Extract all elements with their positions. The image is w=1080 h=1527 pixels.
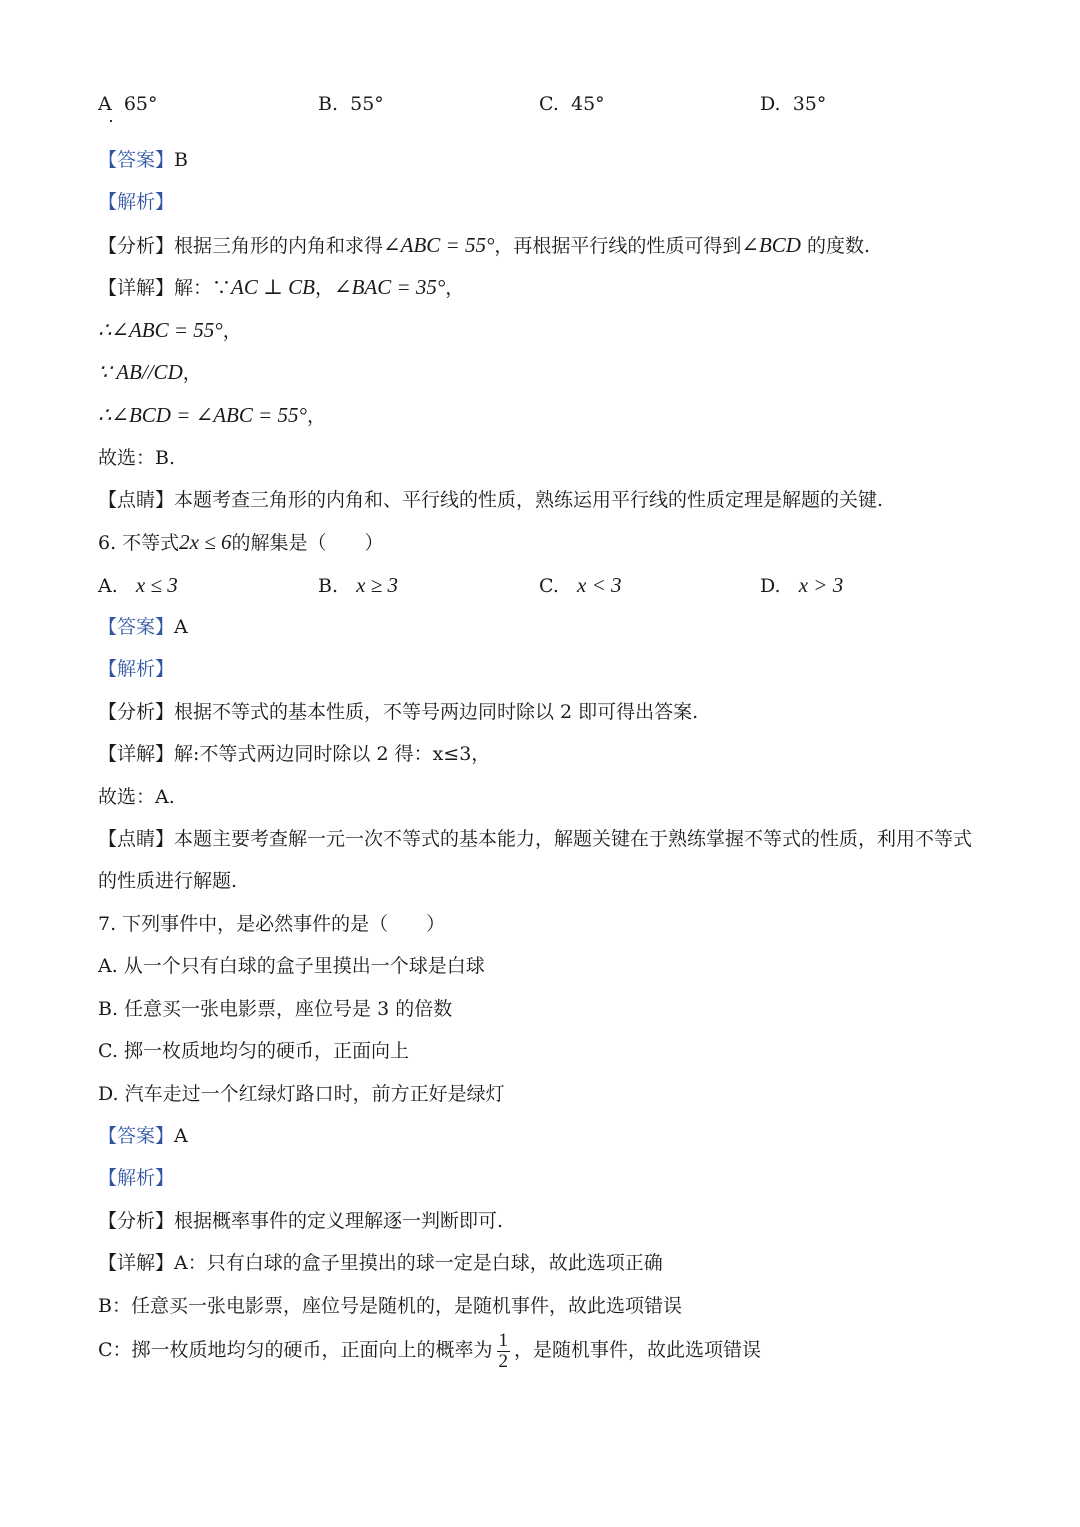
answer-value: A (174, 1125, 188, 1147)
xiangjie-text: ， (314, 277, 334, 299)
math-expr: AC ⊥ CB (231, 275, 315, 299)
q6-option-b (318, 573, 398, 598)
q6-answer (98, 615, 188, 639)
option-letter: D. (760, 93, 781, 115)
q5-step-3 (98, 403, 326, 428)
q5-analysis-tag: 【解析】 (98, 191, 175, 213)
fenxi-tag: 【分析】 (98, 701, 175, 723)
dianjing-tag: 【点睛】 (98, 489, 175, 511)
answer-value: B (174, 149, 188, 171)
q6-fenxi (98, 700, 698, 724)
option-letter: A. (98, 575, 118, 597)
xiangjie-text: A：只有白球的盒子里摸出的球一定是白球，故此选项正确 (174, 1252, 663, 1274)
q6-option-a (98, 573, 178, 598)
option-text: 65° (123, 93, 158, 115)
q7-analysis-tag: 【解析】 (98, 1167, 175, 1189)
option-letter: C. (539, 93, 559, 115)
q7-answer (98, 1124, 188, 1148)
math-expr: 2x ≤ 6 (179, 530, 232, 554)
answer-value: A (174, 616, 188, 638)
math-expr: ∴∠ABC = 55° (98, 318, 223, 342)
q6-stem (98, 530, 384, 555)
xiangjie-text: ，是随机事件，故此选项错误 (514, 1339, 762, 1361)
step-text: ， (222, 320, 242, 342)
q7-xiangjie-c (98, 1330, 761, 1372)
q5-choose: 故选：B. (98, 447, 176, 469)
q7-xiangjie (98, 1251, 663, 1275)
option-letter: B. (318, 93, 339, 115)
q6-option-c (539, 573, 622, 598)
q7-fenxi (98, 1209, 503, 1233)
q7-stem: 7. 下列事件中，是必然事件的是（ ） (98, 913, 446, 935)
option-text: x > 3 (798, 573, 844, 597)
option-letter: A (98, 93, 112, 115)
q6-xiangjie (98, 742, 490, 766)
q7-option-d: D. 汽车走过一个红绿灯路口时，前方正好是绿灯 (98, 1083, 505, 1105)
option-letter: B. (318, 575, 339, 597)
option-text: 55° (350, 93, 384, 115)
fraction (497, 1331, 511, 1372)
fenxi-text: 根据三角形的内角和求得 (174, 235, 384, 257)
q5-option-b (318, 92, 384, 116)
step-text: ， (182, 362, 202, 384)
stem-text: 6. 不等式 (98, 532, 180, 554)
q5-step-1 (98, 318, 242, 343)
q5-answer (98, 148, 188, 172)
q7-xiangjie-b: B：任意买一张电影票，座位号是随机的，是随机事件，故此选项错误 (98, 1295, 682, 1317)
xiangjie-tag: 【详解】 (98, 277, 175, 299)
q6-analysis-tag: 【解析】 (98, 658, 175, 680)
math-expr: ∠BAC = 35° (333, 275, 446, 299)
xiangjie-text: ， (445, 277, 465, 299)
xiangjie-text: C：掷一枚质地均匀的硬币，正面向上的概率为 (98, 1339, 493, 1361)
fenxi-text: 根据概率事件的定义理解逐一判断即可. (174, 1210, 504, 1232)
fenxi-text: 根据不等式的基本性质，不等号两边同时除以 2 即可得出答案. (174, 701, 699, 723)
answer-tag: 【答案】 (98, 149, 175, 171)
stem-text: 的解集是（ ） (231, 532, 384, 554)
q5-option-a (98, 92, 158, 116)
q6-dianjing (98, 827, 972, 851)
answer-tag: 【答案】 (98, 616, 175, 638)
option-text: 45° (571, 93, 605, 115)
option-text: 35° (792, 93, 827, 115)
fenxi-text: 的度数. (807, 235, 871, 257)
math-expr: ∠ABC = 55° (383, 233, 495, 257)
q6-dianjing-cont: 的性质进行解题. (98, 870, 238, 892)
q5-option-c (539, 92, 605, 116)
option-letter: C. (539, 575, 559, 597)
q6-choose: 故选：A. (98, 786, 175, 808)
q7-option-c: C. 掷一枚质地均匀的硬币，正面向上 (98, 1040, 409, 1062)
xiangjie-text: 解：∵ (174, 277, 232, 299)
q5-dianjing (98, 488, 883, 512)
option-text: x ≤ 3 (135, 573, 178, 597)
option-text: x < 3 (577, 573, 622, 597)
q6-option-d (760, 573, 843, 598)
q5-xiangjie (98, 275, 464, 300)
fenxi-tag: 【分析】 (98, 1210, 175, 1232)
dianjing-text: 本题考查三角形的内角和、平行线的性质，熟练运用平行线的性质定理是解题的关键. (174, 489, 884, 511)
stray-dot (110, 120, 112, 122)
q7-option-a: A. 从一个只有白球的盒子里摸出一个球是白球 (98, 955, 485, 977)
step-text: ， (306, 405, 326, 427)
q7-option-b: B. 任意买一张电影票，座位号是 3 的倍数 (98, 998, 453, 1020)
fraction-numerator: 1 (498, 1329, 509, 1351)
answer-tag: 【答案】 (98, 1125, 175, 1147)
fenxi-text: ，再根据平行线的性质可得到 (494, 235, 742, 257)
fraction-denominator: 2 (498, 1350, 509, 1372)
option-text: x ≥ 3 (356, 573, 398, 597)
dianjing-tag: 【点睛】 (98, 828, 175, 850)
xiangjie-tag: 【详解】 (98, 1252, 175, 1274)
math-expr: ∴∠BCD = ∠ABC = 55° (98, 403, 307, 427)
dianjing-text: 本题主要考查解一元一次不等式的基本能力，解题关键在于熟练掌握不等式的性质，利用不等式 (174, 828, 973, 850)
q5-option-d (760, 92, 826, 116)
option-letter: D. (760, 575, 781, 597)
math-expr: ∵ AB//CD (98, 360, 183, 384)
q5-fenxi (98, 233, 870, 258)
xiangjie-tag: 【详解】 (98, 743, 175, 765)
xiangjie-text: 解:不等式两边同时除以 2 得：x≤3， (174, 743, 491, 765)
q5-step-2 (98, 360, 202, 385)
math-expr: ∠BCD (741, 233, 801, 257)
fenxi-tag: 【分析】 (98, 235, 175, 257)
